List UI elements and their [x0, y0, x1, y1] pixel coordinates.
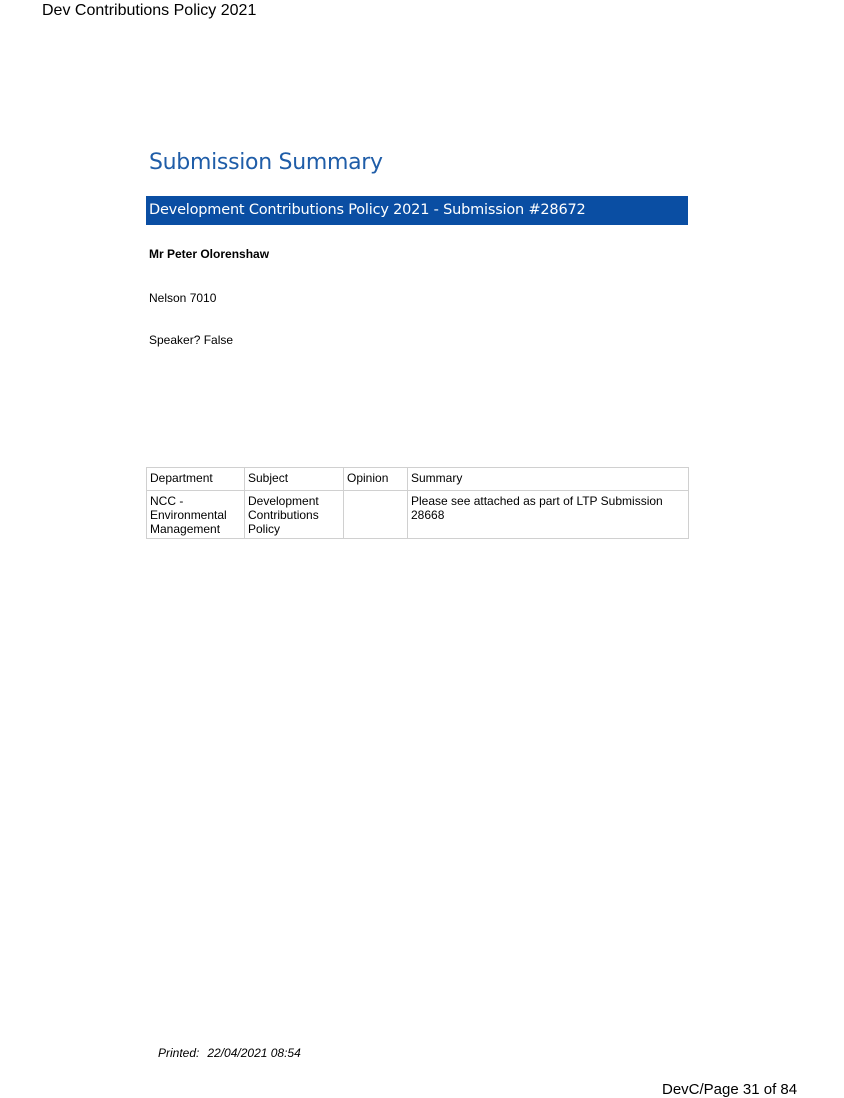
- page-number: DevC/Page 31 of 84: [662, 1081, 798, 1098]
- submission-banner: Development Contributions Policy 2021 - Submission #28672: [146, 196, 688, 225]
- printed-label: Printed:: [158, 1046, 200, 1060]
- table-header-row: [147, 468, 689, 491]
- cell-summary: Please see attached as part of LTP Submission 28668: [408, 491, 689, 539]
- cell-opinion: [344, 491, 408, 539]
- printed-timestamp: [158, 1046, 301, 1060]
- table-row: [147, 491, 689, 539]
- cell-subject: Development Contributions Policy: [245, 491, 344, 539]
- submission-table: [146, 467, 689, 539]
- document-header-title: Dev Contributions Policy 2021: [42, 2, 257, 19]
- cell-department: NCC - Environmental Management: [147, 491, 245, 539]
- printed-value: 22/04/2021 08:54: [207, 1046, 301, 1060]
- column-header-department: Department: [147, 468, 245, 491]
- speaker-status: Speaker? False: [149, 333, 234, 347]
- page-title: Submission Summary: [149, 150, 383, 175]
- column-header-summary: Summary: [408, 468, 689, 491]
- column-header-opinion: Opinion: [344, 468, 408, 491]
- submitter-name: Mr Peter Olorenshaw: [149, 247, 270, 261]
- submitter-location: Nelson 7010: [149, 291, 217, 305]
- column-header-subject: Subject: [245, 468, 344, 491]
